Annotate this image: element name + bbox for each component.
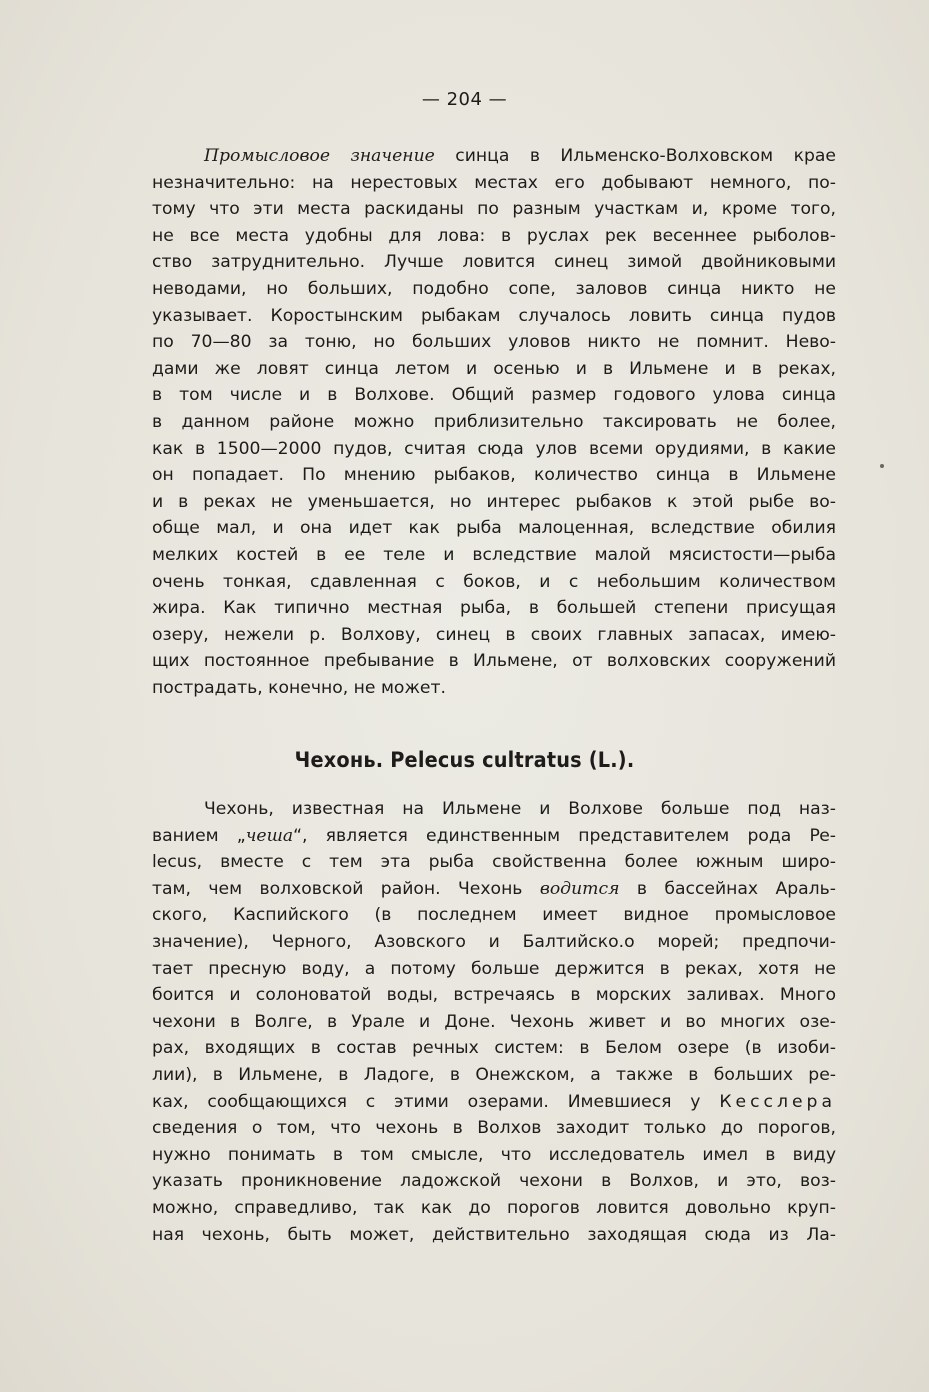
text-line: не все места удобны для лова: в руслах рек весеннее рыболов- bbox=[152, 225, 836, 246]
text-line: тает пресную воду, а потому больше держится в реках, хотя не bbox=[152, 958, 836, 979]
text-line: тому что эти места раскиданы по разным участкам и, кроме того, bbox=[152, 199, 836, 220]
text-line: можно, справедливо, так как до порогов ловится довольно круп- bbox=[152, 1197, 836, 1218]
paragraph-sinets-fishery bbox=[152, 143, 836, 701]
text-line: как в 1500—2000 пудов, считая сюда улов всеми орудиями, в какие bbox=[152, 438, 836, 459]
text-line: там, чем волховской район. Чехонь водится в бассейнах Араль- bbox=[152, 878, 836, 899]
text-line: в данном районе можно приблизительно таксировать не более, bbox=[152, 411, 836, 432]
text-line: указать проникновение ладожской чехони в Волхов, и это, воз- bbox=[152, 1171, 836, 1192]
text-line: неводами, но больших, подобно сопе, заловов синца никто не bbox=[152, 278, 836, 299]
text-line: боится и солоноватой воды, встречаясь в морских заливах. Много bbox=[152, 985, 836, 1006]
section-heading: Чехонь. Pelecus cultratus (L.). bbox=[294, 748, 635, 772]
text-line: ная чехонь, быть может, действительно заходящая сюда из Ла- bbox=[152, 1224, 836, 1245]
text-line: озеру, нежели р. Волхову, синец в своих главных запасах, имею- bbox=[152, 624, 836, 645]
text-line: мелких костей в ее теле и вследствие малой мясистости—рыба bbox=[152, 544, 836, 565]
text-line: lecus, вместе с тем эта рыба свойственна более южным широ- bbox=[152, 852, 836, 873]
text-line: в том числе и в Волхове. Общий размер годового улова синца bbox=[152, 385, 836, 406]
text-line: ванием „чеша“, является единственным представителем рода Pe- bbox=[152, 825, 836, 846]
text-line: он попадает. По мнению рыбаков, количество синца в Ильмене bbox=[152, 465, 836, 486]
text-line: щих постоянное пребывание в Ильмене, от волховских сооружений bbox=[152, 651, 836, 672]
text-line: по 70—80 за тоню, но больших уловов никто не помнит. Нево- bbox=[152, 332, 836, 353]
text-line: сведения о том, что чехонь в Волхов заходит только до порогов, bbox=[152, 1118, 836, 1139]
paper-speck bbox=[880, 464, 884, 468]
text-line: чехони в Волге, в Урале и Доне. Чехонь живет и во многих озе- bbox=[152, 1011, 836, 1032]
text-line: жира. Как типично местная рыба, в большей степени присущая bbox=[152, 598, 836, 619]
text-line: ках, сообщающихся с этими озерами. Имевшиеся у Кесслера bbox=[152, 1091, 836, 1112]
text-line: очень тонкая, сдавленная с боков, и с небольшим количеством bbox=[152, 571, 836, 592]
text-line: нужно понимать в том смысле, что исследователь имел в виду bbox=[152, 1144, 836, 1165]
paragraph-chekhon bbox=[152, 796, 836, 1248]
text-line: пострадать, конечно, не может. bbox=[152, 677, 446, 698]
text-line: и в реках не уменьшается, но интерес рыбаков к этой рыбе во- bbox=[152, 491, 836, 512]
text-line: значение), Черного, Азовского и Балтийско.о морей; предпочи- bbox=[152, 931, 836, 952]
text-line: ство затруднительно. Лучше ловится синец зимой двойниковыми bbox=[152, 252, 836, 273]
text-line: рах, входящих в состав речных систем: в Белом озере (в изоби- bbox=[152, 1038, 836, 1059]
text-line: дами же ловят синца летом и осенью и в Ильмене и в реках, bbox=[152, 358, 836, 379]
text-line: ского, Каспийского (в последнем имеет видное промысловое bbox=[152, 905, 836, 926]
text-line: обще мал, и она идет как рыба малоценная, вследствие обилия bbox=[152, 518, 836, 539]
text-line: указывает. Коростынским рыбакам случалось ловить синца пудов bbox=[152, 305, 836, 326]
page-number: — 204 — bbox=[421, 89, 508, 110]
text-line: незначительно: на нерестовых местах его добывают немного, по- bbox=[152, 172, 836, 193]
text-line: Чехонь, известная на Ильмене и Волхове больше под наз- bbox=[204, 799, 836, 819]
text-line: лии), в Ильмене, в Ладоге, в Онежском, а также в больших ре- bbox=[152, 1064, 836, 1085]
text-line: Промысловое значение синца в Ильменско-Волховском крае bbox=[204, 146, 836, 166]
